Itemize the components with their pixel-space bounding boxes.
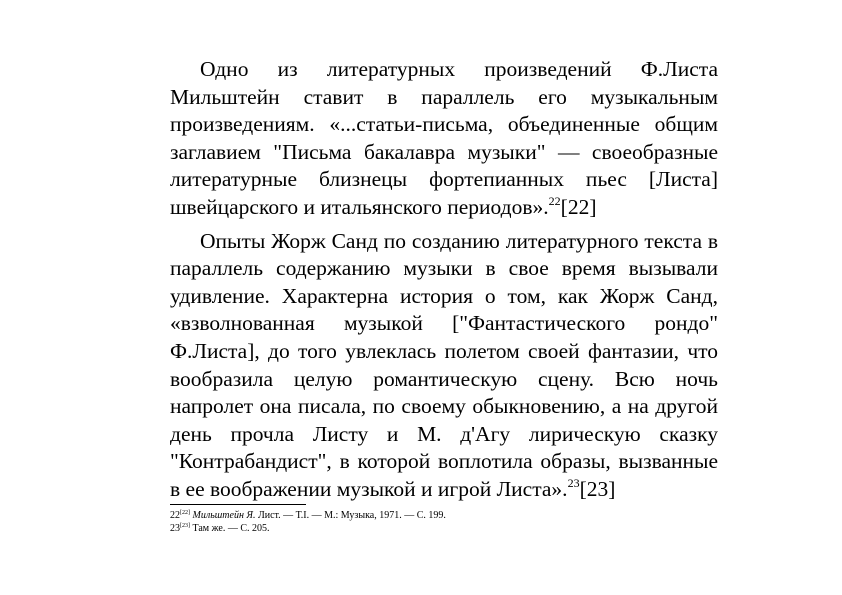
- paragraph: [170, 56, 718, 222]
- footnote: [170, 522, 718, 535]
- footnote-author: Мильштейн Я.: [192, 510, 256, 521]
- footnote-separator: [170, 504, 306, 505]
- footnote-number: 22: [170, 510, 180, 521]
- footnotes: [170, 504, 718, 535]
- footnote-ref[interactable]: [22]: [560, 194, 597, 219]
- footnote-anchor: [23]: [180, 523, 190, 529]
- footnote-ref[interactable]: [23]: [579, 476, 616, 501]
- paragraph-text: Опыты Жорж Санд по созданию литературного текста в параллель содержанию музыки в свое время вызывали удивление. Характерна история о том, как Жорж Санд, «взволнованная музыкой ["Фантастического рондо" Ф.Листа], до того увлеклась полетом своей фантазии, что вообразила целую романтическую сцену. Всю ночь напролет она писала, по своему обыкновению, а на другой день прочла Листу и М. д'Агу лирическую сказку "Контрабандист", в которой воплотила образы, вызванные в ее воображении музыкой и игрой Листа».: [170, 228, 718, 501]
- paragraph: [170, 228, 718, 504]
- footnote-anchor: [22]: [180, 510, 190, 516]
- footnote: [170, 509, 718, 522]
- document-body: [170, 56, 718, 504]
- footnote-text: Там же. — С. 205.: [190, 523, 270, 534]
- footnote-mark[interactable]: 23: [567, 475, 580, 490]
- footnote-text: Лист. — Т.I. — М.: Музыка, 1971. — С. 199.: [255, 510, 446, 521]
- footnote-mark[interactable]: 22: [548, 193, 561, 208]
- paragraph-text: Одно из литературных произведений Ф.Листа Мильштейн ставит в параллель его музыкальным произведениям. «...статьи-письма, объединенные общим заглавием "Письма бакалавра музыки" — своеобразные литературные близнецы фортепианных пьес [Листа] швейцарского и итальянского периодов».: [170, 57, 718, 219]
- footnote-number: 23: [170, 523, 180, 534]
